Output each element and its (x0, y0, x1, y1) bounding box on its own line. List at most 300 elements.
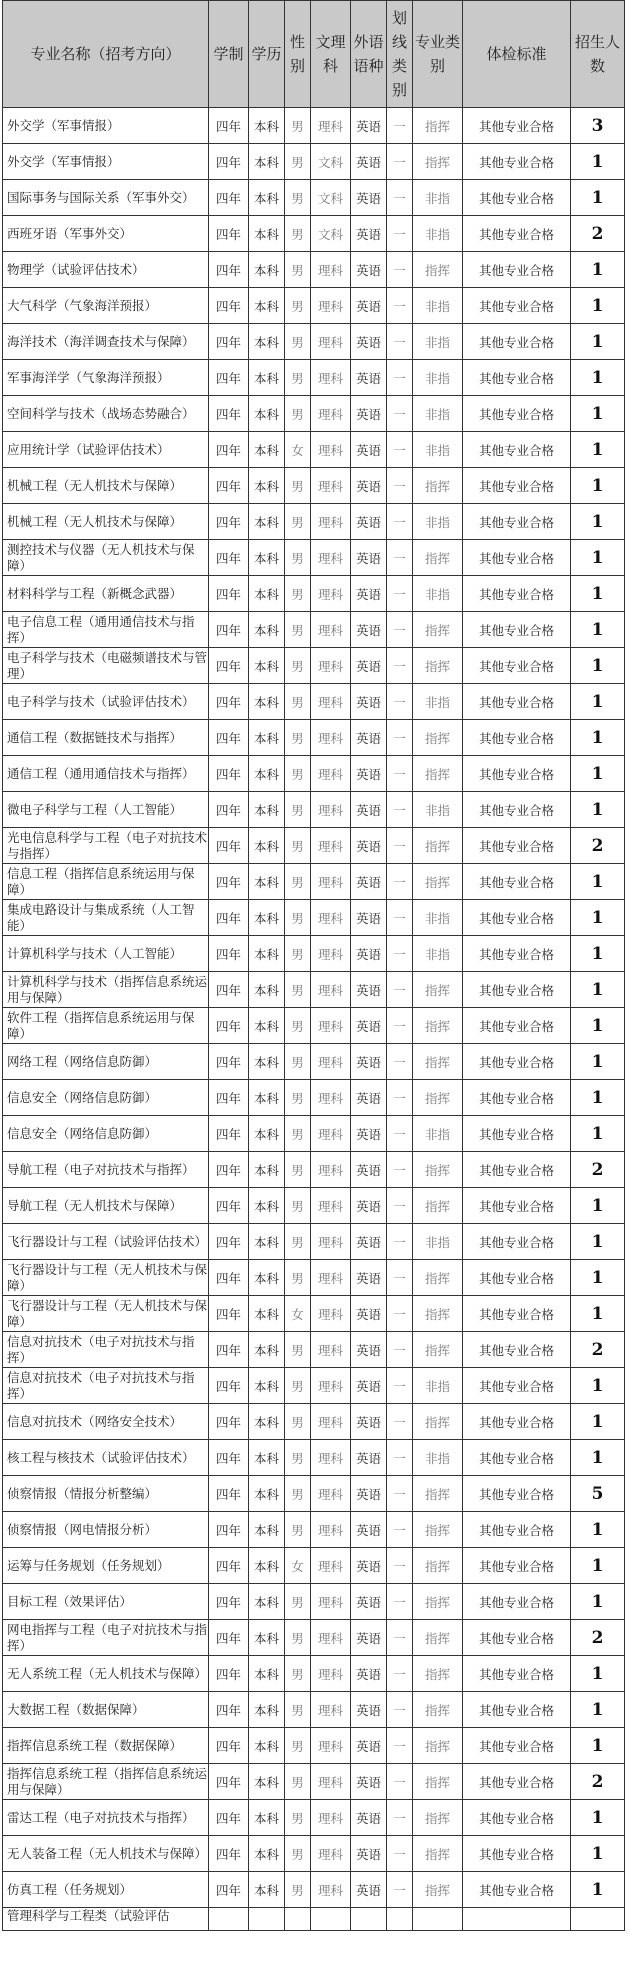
cell-language: 英语 (351, 1656, 387, 1692)
cell-stream: 理科 (311, 1008, 351, 1044)
cell-stream: 理科 (311, 828, 351, 864)
cell-quota: 1 (571, 1116, 625, 1152)
table-row (3, 216, 625, 252)
cell-gender: 男 (285, 1008, 311, 1044)
table-row (3, 468, 625, 504)
cell-quota: 1 (571, 1548, 625, 1584)
cell-gender: 男 (285, 1332, 311, 1368)
cell-name: 通信工程（数据链技术与指挥） (3, 720, 209, 756)
cell-years: 四年 (209, 216, 249, 252)
cell-language: 英语 (351, 1368, 387, 1404)
cell-medical: 其他专业合格 (463, 108, 571, 144)
cell-stream: 理科 (311, 684, 351, 720)
cell-medical: 其他专业合格 (463, 1656, 571, 1692)
cell-category: 指挥 (413, 1512, 463, 1548)
cell-line: 一 (387, 432, 413, 468)
cell-years: 四年 (209, 288, 249, 324)
cell-language: 英语 (351, 792, 387, 828)
cell-name: 软件工程（指挥信息系统运用与保障） (3, 1008, 209, 1044)
cell-language: 英语 (351, 396, 387, 432)
table-row (3, 1836, 625, 1872)
cell-medical: 其他专业合格 (463, 360, 571, 396)
cell-category: 指挥 (413, 1008, 463, 1044)
cell-gender: 男 (285, 540, 311, 576)
cell-medical: 其他专业合格 (463, 1836, 571, 1872)
cell-line: 一 (387, 792, 413, 828)
header-gender: 性别 (285, 1, 311, 108)
cell-education: 本科 (249, 576, 285, 612)
cell-quota: 1 (571, 1728, 625, 1764)
cell-education: 本科 (249, 1692, 285, 1728)
cell-education: 本科 (249, 756, 285, 792)
cell-medical: 其他专业合格 (463, 576, 571, 612)
cell-quota: 1 (571, 396, 625, 432)
table-row (3, 360, 625, 396)
table-row (3, 1620, 625, 1656)
cell-quota: 1 (571, 1368, 625, 1404)
cell-name: 国际事务与国际关系（军事外交） (3, 180, 209, 216)
cell-line: 一 (387, 1692, 413, 1728)
cell-medical: 其他专业合格 (463, 1332, 571, 1368)
cell-gender: 男 (285, 720, 311, 756)
cell-quota: 1 (571, 432, 625, 468)
cell-gender: 男 (285, 648, 311, 684)
cell-quota: 1 (571, 684, 625, 720)
table-row (3, 1368, 625, 1404)
cell-name: 物理学（试验评估技术） (3, 252, 209, 288)
cell-line: 一 (387, 756, 413, 792)
table-row (3, 792, 625, 828)
cell-category: 指挥 (413, 1656, 463, 1692)
cell-stream: 理科 (311, 1728, 351, 1764)
cell-gender: 男 (285, 1872, 311, 1908)
cell-stream: 理科 (311, 792, 351, 828)
cell-name: 导航工程（无人机技术与保障） (3, 1188, 209, 1224)
cell-category: 指挥 (413, 1836, 463, 1872)
table-row (3, 1116, 625, 1152)
cell-language: 英语 (351, 360, 387, 396)
cell-name: 大数据工程（数据保障） (3, 1692, 209, 1728)
cell-name: 侦察情报（网电情报分析） (3, 1512, 209, 1548)
cell-quota: 1 (571, 252, 625, 288)
cell-medical: 其他专业合格 (463, 1080, 571, 1116)
cell-stream: 理科 (311, 1440, 351, 1476)
cell-name: 测控技术与仪器（无人机技术与保障） (3, 540, 209, 576)
cell-quota: 1 (571, 972, 625, 1008)
cell-quota: 2 (571, 1152, 625, 1188)
table-row (3, 1008, 625, 1044)
cell-category: 非指 (413, 324, 463, 360)
cell-education: 本科 (249, 360, 285, 396)
cell-quota: 1 (571, 1836, 625, 1872)
table-row (3, 1584, 625, 1620)
cell-stream: 理科 (311, 720, 351, 756)
cell-gender: 男 (285, 1368, 311, 1404)
cell-name: 飞行器设计与工程（试验评估技术） (3, 1224, 209, 1260)
admissions-table (2, 0, 625, 1931)
cell-language: 英语 (351, 1080, 387, 1116)
cell-stream: 理科 (311, 648, 351, 684)
cell-line: 一 (387, 324, 413, 360)
table-row (3, 432, 625, 468)
cell-name: 西班牙语（军事外交） (3, 216, 209, 252)
cell-years: 四年 (209, 252, 249, 288)
table-row (3, 144, 625, 180)
cell-line: 一 (387, 1188, 413, 1224)
cell-category: 指挥 (413, 720, 463, 756)
header-medical: 体检标准 (463, 1, 571, 108)
cell-language: 英语 (351, 540, 387, 576)
cell-years: 四年 (209, 792, 249, 828)
cell-name: 外交学（军事情报） (3, 144, 209, 180)
cell-gender: 男 (285, 1476, 311, 1512)
cell-gender: 男 (285, 108, 311, 144)
cell-gender: 男 (285, 612, 311, 648)
cell-language: 英语 (351, 1692, 387, 1728)
cell-line: 一 (387, 1584, 413, 1620)
cell-line: 一 (387, 1332, 413, 1368)
cell-name: 应用统计学（试验评估技术） (3, 432, 209, 468)
cell-education: 本科 (249, 1584, 285, 1620)
table-row (3, 396, 625, 432)
cell-line: 一 (387, 252, 413, 288)
cell-medical: 其他专业合格 (463, 1764, 571, 1800)
cell-education: 本科 (249, 324, 285, 360)
cell-name: 通信工程（通用通信技术与指挥） (3, 756, 209, 792)
cell-gender: 男 (285, 144, 311, 180)
cell-category: 非指 (413, 936, 463, 972)
cell-medical: 其他专业合格 (463, 540, 571, 576)
cell-line: 一 (387, 1008, 413, 1044)
cell-education: 本科 (249, 1008, 285, 1044)
cell-education: 本科 (249, 1116, 285, 1152)
cell-years: 四年 (209, 756, 249, 792)
cell-stream: 理科 (311, 1044, 351, 1080)
cell-years: 四年 (209, 324, 249, 360)
cell-category: 非指 (413, 576, 463, 612)
cell-name: 微电子科学与工程（人工智能） (3, 792, 209, 828)
cell-name: 外交学（军事情报） (3, 108, 209, 144)
cell-medical: 其他专业合格 (463, 144, 571, 180)
cell-name: 材料科学与工程（新概念武器） (3, 576, 209, 612)
cell-language: 英语 (351, 468, 387, 504)
cell-category: 指挥 (413, 1260, 463, 1296)
cell-education: 本科 (249, 216, 285, 252)
cell-gender: 男 (285, 504, 311, 540)
cell-language: 英语 (351, 1332, 387, 1368)
cell-category: 指挥 (413, 540, 463, 576)
cell-gender: 男 (285, 1044, 311, 1080)
cell-language: 英语 (351, 1512, 387, 1548)
cell-quota: 1 (571, 900, 625, 936)
cell-language: 英语 (351, 972, 387, 1008)
cell-language: 英语 (351, 648, 387, 684)
cell-stream: 理科 (311, 252, 351, 288)
cell-years: 四年 (209, 432, 249, 468)
cell-years: 四年 (209, 1008, 249, 1044)
cell-category: 非指 (413, 684, 463, 720)
cell-years: 四年 (209, 1296, 249, 1332)
cell-years: 四年 (209, 1620, 249, 1656)
cell-line: 一 (387, 1800, 413, 1836)
cell-stream: 理科 (311, 1080, 351, 1116)
table-row (3, 936, 625, 972)
cell-category: 非指 (413, 504, 463, 540)
table-row (3, 648, 625, 684)
cell-medical: 其他专业合格 (463, 1800, 571, 1836)
cell-quota: 1 (571, 576, 625, 612)
cell-name: 核工程与核技术（试验评估技术） (3, 1440, 209, 1476)
cell-medical (463, 1908, 571, 1931)
cell-language: 英语 (351, 1800, 387, 1836)
cell-quota: 1 (571, 1800, 625, 1836)
cell-years (209, 1908, 249, 1931)
cell-language: 英语 (351, 828, 387, 864)
cell-education: 本科 (249, 684, 285, 720)
cell-language: 英语 (351, 1872, 387, 1908)
cell-category: 指挥 (413, 1620, 463, 1656)
cell-name: 雷达工程（电子对抗技术与指挥） (3, 1800, 209, 1836)
cell-medical: 其他专业合格 (463, 504, 571, 540)
cell-medical: 其他专业合格 (463, 756, 571, 792)
cell-quota: 1 (571, 360, 625, 396)
cell-gender: 男 (285, 1080, 311, 1116)
table-row (3, 828, 625, 864)
cell-gender: 男 (285, 360, 311, 396)
cell-category: 指挥 (413, 972, 463, 1008)
cell-quota: 1 (571, 1440, 625, 1476)
cell-stream: 理科 (311, 1188, 351, 1224)
table-row (3, 1404, 625, 1440)
cell-stream: 理科 (311, 432, 351, 468)
table-row (3, 576, 625, 612)
cell-stream: 理科 (311, 612, 351, 648)
cell-line: 一 (387, 1044, 413, 1080)
cell-stream: 理科 (311, 972, 351, 1008)
cell-medical: 其他专业合格 (463, 1512, 571, 1548)
cell-category: 指挥 (413, 1872, 463, 1908)
cell-years: 四年 (209, 1260, 249, 1296)
cell-quota: 1 (571, 792, 625, 828)
cell-medical: 其他专业合格 (463, 792, 571, 828)
table-row (3, 900, 625, 936)
cell-name: 空间科学与技术（战场态势融合） (3, 396, 209, 432)
cell-line: 一 (387, 108, 413, 144)
table-row (3, 1872, 625, 1908)
cell-years: 四年 (209, 900, 249, 936)
table-row (3, 504, 625, 540)
cell-years: 四年 (209, 468, 249, 504)
table-row (3, 972, 625, 1008)
cell-quota: 1 (571, 468, 625, 504)
cell-stream: 理科 (311, 504, 351, 540)
cell-stream: 理科 (311, 540, 351, 576)
table-row (3, 1152, 625, 1188)
cell-medical: 其他专业合格 (463, 396, 571, 432)
cell-line: 一 (387, 1404, 413, 1440)
cell-line: 一 (387, 288, 413, 324)
cell-category: 指挥 (413, 1548, 463, 1584)
cell-language: 英语 (351, 1440, 387, 1476)
cell-category: 指挥 (413, 1692, 463, 1728)
cell-gender: 男 (285, 1764, 311, 1800)
cell-education: 本科 (249, 1368, 285, 1404)
table-row (3, 1260, 625, 1296)
cell-language: 英语 (351, 1188, 387, 1224)
cell-category: 非指 (413, 1368, 463, 1404)
cell-stream: 理科 (311, 1404, 351, 1440)
cell-category: 非指 (413, 1116, 463, 1152)
cell-line: 一 (387, 540, 413, 576)
header-education: 学历 (249, 1, 285, 108)
cell-gender: 女 (285, 432, 311, 468)
cell-gender: 男 (285, 864, 311, 900)
cell-language: 英语 (351, 1836, 387, 1872)
cell-name: 计算机科学与技术（指挥信息系统运用与保障） (3, 972, 209, 1008)
cell-stream: 理科 (311, 1692, 351, 1728)
cell-quota: 1 (571, 144, 625, 180)
cell-stream: 理科 (311, 1512, 351, 1548)
cell-line: 一 (387, 864, 413, 900)
cell-gender: 男 (285, 576, 311, 612)
cell-quota: 1 (571, 720, 625, 756)
cell-education: 本科 (249, 720, 285, 756)
cell-quota: 1 (571, 1656, 625, 1692)
cell-category (413, 1908, 463, 1931)
cell-category: 指挥 (413, 1152, 463, 1188)
cell-language: 英语 (351, 1548, 387, 1584)
table-row (3, 1296, 625, 1332)
cell-medical: 其他专业合格 (463, 1584, 571, 1620)
cell-category: 指挥 (413, 144, 463, 180)
header-line: 划线类别 (387, 1, 413, 108)
cell-quota: 1 (571, 1404, 625, 1440)
cell-name: 信息安全（网络信息防御） (3, 1116, 209, 1152)
cell-line: 一 (387, 1656, 413, 1692)
cell-quota: 1 (571, 1008, 625, 1044)
cell-line: 一 (387, 1260, 413, 1296)
cell-quota: 1 (571, 1296, 625, 1332)
cell-gender: 男 (285, 1224, 311, 1260)
table-row (3, 720, 625, 756)
cell-language: 英语 (351, 288, 387, 324)
cell-quota: 3 (571, 108, 625, 144)
cell-medical: 其他专业合格 (463, 1620, 571, 1656)
cell-quota: 1 (571, 504, 625, 540)
cell-stream: 理科 (311, 1224, 351, 1260)
cell-years: 四年 (209, 648, 249, 684)
cell-stream: 理科 (311, 1800, 351, 1836)
cell-line: 一 (387, 684, 413, 720)
cell-language: 英语 (351, 1476, 387, 1512)
cell-stream: 文科 (311, 180, 351, 216)
cell-years: 四年 (209, 936, 249, 972)
cell-line: 一 (387, 1440, 413, 1476)
cell-quota: 2 (571, 1332, 625, 1368)
table-row (3, 252, 625, 288)
table-row (3, 1692, 625, 1728)
cell-quota: 5 (571, 1476, 625, 1512)
cell-medical: 其他专业合格 (463, 828, 571, 864)
cell-medical: 其他专业合格 (463, 1296, 571, 1332)
cell-stream: 理科 (311, 1836, 351, 1872)
cell-years: 四年 (209, 1656, 249, 1692)
cell-stream: 文科 (311, 144, 351, 180)
cell-stream: 理科 (311, 1620, 351, 1656)
cell-quota: 1 (571, 1872, 625, 1908)
cell-line: 一 (387, 1152, 413, 1188)
cell-line: 一 (387, 216, 413, 252)
cell-education: 本科 (249, 1800, 285, 1836)
cell-line: 一 (387, 828, 413, 864)
cell-name: 机械工程（无人机技术与保障） (3, 468, 209, 504)
cell-years: 四年 (209, 1800, 249, 1836)
cell-category: 指挥 (413, 612, 463, 648)
cell-years: 四年 (209, 828, 249, 864)
cell-line: 一 (387, 360, 413, 396)
cell-category: 指挥 (413, 108, 463, 144)
cell-name: 信息对抗技术（电子对抗技术与指挥） (3, 1332, 209, 1368)
cell-stream: 理科 (311, 756, 351, 792)
cell-years: 四年 (209, 1692, 249, 1728)
cell-line: 一 (387, 468, 413, 504)
cell-language: 英语 (351, 324, 387, 360)
cell-education: 本科 (249, 1476, 285, 1512)
cell-medical: 其他专业合格 (463, 288, 571, 324)
cell-years: 四年 (209, 360, 249, 396)
cell-language: 英语 (351, 1296, 387, 1332)
table-row (3, 1188, 625, 1224)
cell-gender: 男 (285, 1260, 311, 1296)
cell-line: 一 (387, 396, 413, 432)
header-stream: 文理科 (311, 1, 351, 108)
cell-language: 英语 (351, 1764, 387, 1800)
cell-name: 电子科学与技术（电磁频谱技术与管理） (3, 648, 209, 684)
cell-quota: 1 (571, 1584, 625, 1620)
table-row (3, 1548, 625, 1584)
cell-language: 英语 (351, 252, 387, 288)
cell-line: 一 (387, 1764, 413, 1800)
cell-name: 大气科学（气象海洋预报） (3, 288, 209, 324)
cell-education: 本科 (249, 1044, 285, 1080)
cell-gender: 男 (285, 468, 311, 504)
cell-education: 本科 (249, 1872, 285, 1908)
cell-stream: 理科 (311, 936, 351, 972)
cell-line: 一 (387, 900, 413, 936)
cell-education: 本科 (249, 468, 285, 504)
cell-category: 非指 (413, 288, 463, 324)
cell-education: 本科 (249, 612, 285, 648)
cell-line: 一 (387, 1620, 413, 1656)
cell-gender: 男 (285, 1620, 311, 1656)
cell-line: 一 (387, 504, 413, 540)
cell-name: 网电指挥与工程（电子对抗技术与指挥） (3, 1620, 209, 1656)
cell-language: 英语 (351, 144, 387, 180)
header-category: 专业类别 (413, 1, 463, 108)
cell-medical: 其他专业合格 (463, 1476, 571, 1512)
table-row (3, 612, 625, 648)
cell-category: 非指 (413, 432, 463, 468)
cell-line: 一 (387, 1296, 413, 1332)
cell-years: 四年 (209, 1080, 249, 1116)
cell-medical: 其他专业合格 (463, 864, 571, 900)
cell-education: 本科 (249, 972, 285, 1008)
cell-years: 四年 (209, 504, 249, 540)
cell-years: 四年 (209, 612, 249, 648)
cell-gender: 男 (285, 1116, 311, 1152)
cell-name: 计算机科学与技术（人工智能） (3, 936, 209, 972)
cell-language: 英语 (351, 1728, 387, 1764)
